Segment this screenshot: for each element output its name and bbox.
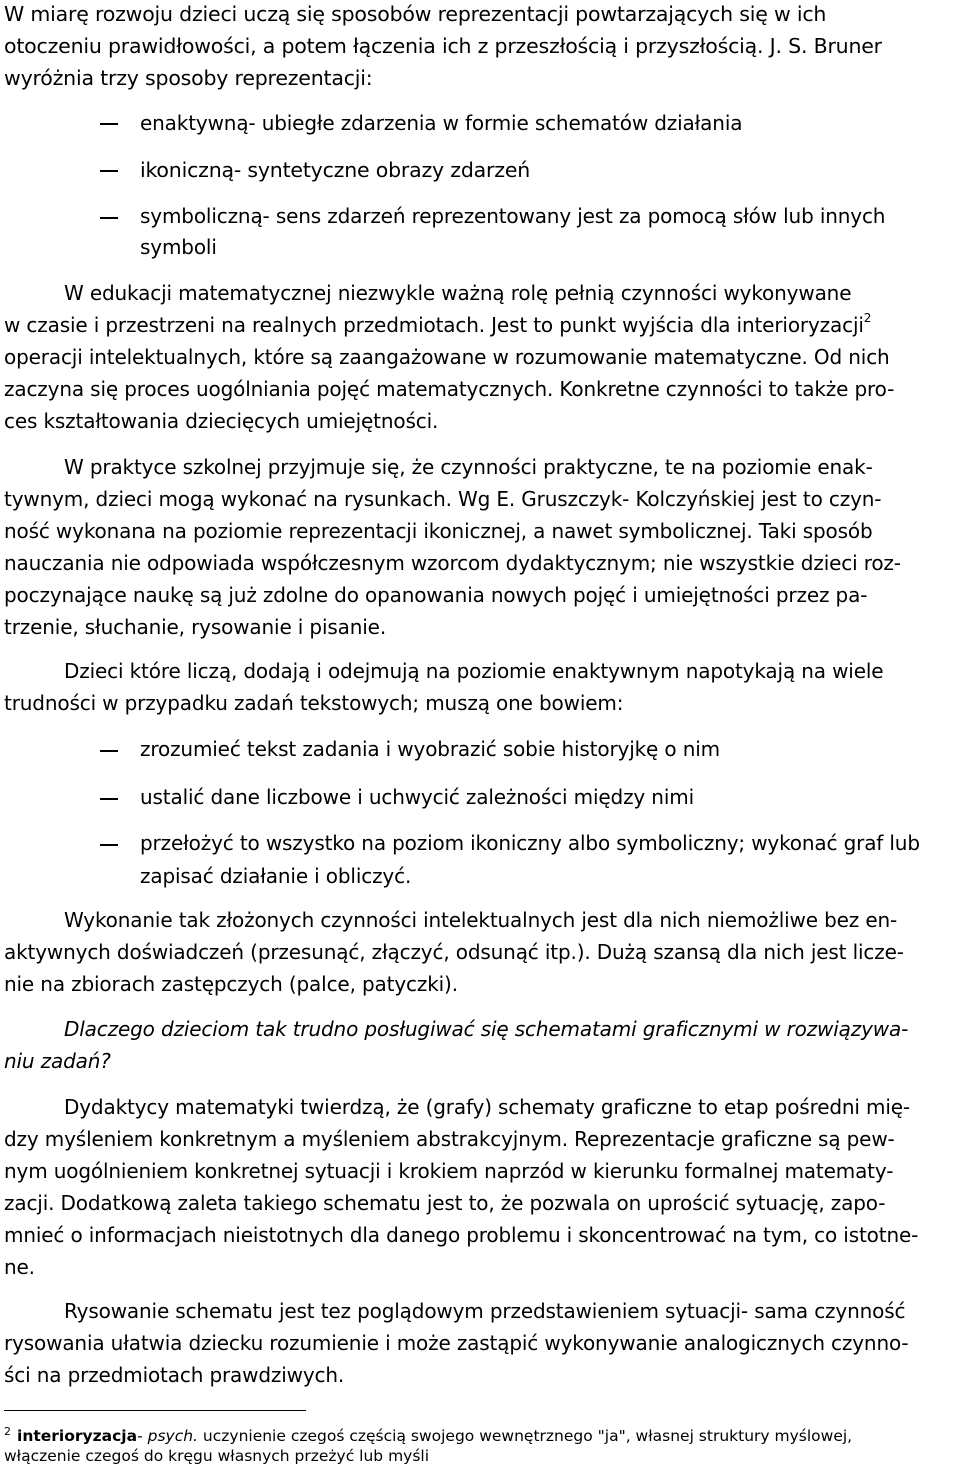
paragraph-line: nie na zbiorach zastępczych (palce, patyczki). (4, 972, 458, 996)
paragraph-line: trzenie, słuchanie, rysowanie i pisanie. (4, 615, 387, 639)
paragraph-text: w czasie i przestrzeni na realnych przedmiotach. Jest to punkt wyjścia dla interioryzacji (4, 313, 864, 337)
intro-line: otoczeniu prawidłowości, a potem łączenia ich z przeszłością i przyszłością. J. S. Bruner (4, 34, 882, 58)
footnote-term: interioryzacja (17, 1427, 138, 1445)
paragraph-line: poczynające naukę są już zdolne do opanowania nowych pojęć i umiejętności przez pa- (4, 583, 868, 607)
paragraph-line: mnieć o informacjach nieistotnych dla danego problemu i skoncentrować na tym, co istotne- (4, 1223, 919, 1247)
list-item: enaktywną- ubiegłe zdarzenia w formie schematów działania (140, 111, 743, 135)
list-item: zrozumieć tekst zadania i wyobrazić sobie historyjkę o nim (140, 737, 720, 761)
intro-line: W miarę rozwoju dzieci uczą się sposobów reprezentacji powtarzających się w ich (4, 2, 827, 26)
footnote-continued: włączenie czegoś do kręgu własnych przeżyć lub myśli (4, 1447, 430, 1465)
paragraph-line: ne. (4, 1255, 35, 1279)
dash-bullet (100, 750, 118, 752)
dash-bullet (100, 844, 118, 846)
paragraph-line: Wykonanie tak złożonych czynności intelektualnych jest dla nich niemożliwe bez en- (64, 908, 898, 932)
paragraph-line: W edukacji matematycznej niezwykle ważną rolę pełnią czynności wykonywane (64, 281, 852, 305)
paragraph-line: Rysowanie schematu jest tez poglądowym przedstawieniem sytuacji- sama czynność (64, 1299, 906, 1323)
paragraph-line: nym uogólnieniem konkretnej sytuacji i krokiem naprzód w kierunku formalnej matematy- (4, 1159, 894, 1183)
paragraph-line: ces kształtowania dziecięcych umiejętności. (4, 409, 439, 433)
paragraph-line: ści na przedmiotach prawdziwych. (4, 1363, 345, 1387)
paragraph-line: trudności w przypadku zadań tekstowych; muszą one bowiem: (4, 691, 624, 715)
paragraph-line: Dzieci które liczą, dodają i odejmują na poziomie enaktywnym napotykają na wiele (64, 659, 884, 683)
question-line: Dlaczego dzieciom tak trudno posługiwać się schematami graficznymi w rozwiązywa- (64, 1017, 909, 1041)
paragraph-line: W praktyce szkolnej przyjmuje się, że czynności praktyczne, te na poziomie enak- (64, 455, 873, 479)
paragraph-line: dzy myśleniem konkretnym a myśleniem abstrakcyjnym. Reprezentacje graficzne są pew- (4, 1127, 895, 1151)
paragraph-line (4, 313, 871, 340)
paragraph-line: aktywnych doświadczeń (przesunąć, złączyć, odsunąć itp.). Dużą szansą dla nich jest licze- (4, 940, 904, 964)
paragraph-line: nauczania nie odpowiada współczesnym wzorcom dydaktycznym; nie wszystkie dzieci roz- (4, 551, 901, 575)
paragraph-line: Dydaktycy matematyki twierdzą, że (grafy) schematy graficzne to etap pośredni mię- (64, 1095, 911, 1119)
paragraph-line: operacji intelektualnych, które są zaangażowane w rozumowanie matematyczne. Od nich (4, 345, 890, 369)
paragraph-line: ność wykonana na poziomie reprezentacji ikonicznej, a nawet symbolicznej. Taki sposób (4, 519, 873, 543)
footnote-ref: 2 (863, 311, 872, 325)
question-line: niu zadań? (4, 1049, 111, 1073)
list-item: ikoniczną- syntetyczne obrazy zdarzeń (140, 158, 531, 182)
footnote-number: 2 (4, 1425, 11, 1438)
paragraph-line: zaczyna się proces uogólniania pojęć matematycznych. Konkretne czynności to także pro- (4, 377, 895, 401)
list-item: symboliczną- sens zdarzeń reprezentowany jest za pomocą słów lub innych (140, 204, 886, 228)
dash-bullet (100, 798, 118, 800)
list-item-continued: zapisać działanie i obliczyć. (140, 864, 412, 888)
dash-bullet (100, 217, 118, 219)
footnote-text: uczynienie czegoś częścią swojego wewnętrznego "ja", własnej struktury myślowej, (197, 1427, 853, 1445)
list-item: przełożyć to wszystko na poziom ikoniczny albo symboliczny; wykonać graf lub (140, 831, 920, 855)
paragraph-line: zacji. Dodatkową zaleta takiego schematu jest to, że pozwala on uprościć sytuację, zapo- (4, 1191, 886, 1215)
footnote-separator-text: - (137, 1427, 148, 1445)
dash-bullet (100, 170, 118, 172)
footnote-separator (4, 1410, 306, 1411)
footnote (4, 1426, 852, 1448)
list-item: ustalić dane liczbowe i uchwycić zależności między nimi (140, 785, 694, 809)
list-item-continued: symboli (140, 235, 217, 259)
intro-line: wyróżnia trzy sposoby reprezentacji: (4, 66, 373, 90)
dash-bullet (100, 123, 118, 125)
paragraph-line: tywnym, dzieci mogą wykonać na rysunkach. Wg E. Gruszczyk- Kolczyńskiej jest to czyn- (4, 487, 882, 511)
paragraph-line: rysowania ułatwia dziecku rozumienie i może zastąpić wykonywanie analogicznych czynno- (4, 1331, 909, 1355)
footnote-domain: psych. (147, 1427, 198, 1445)
